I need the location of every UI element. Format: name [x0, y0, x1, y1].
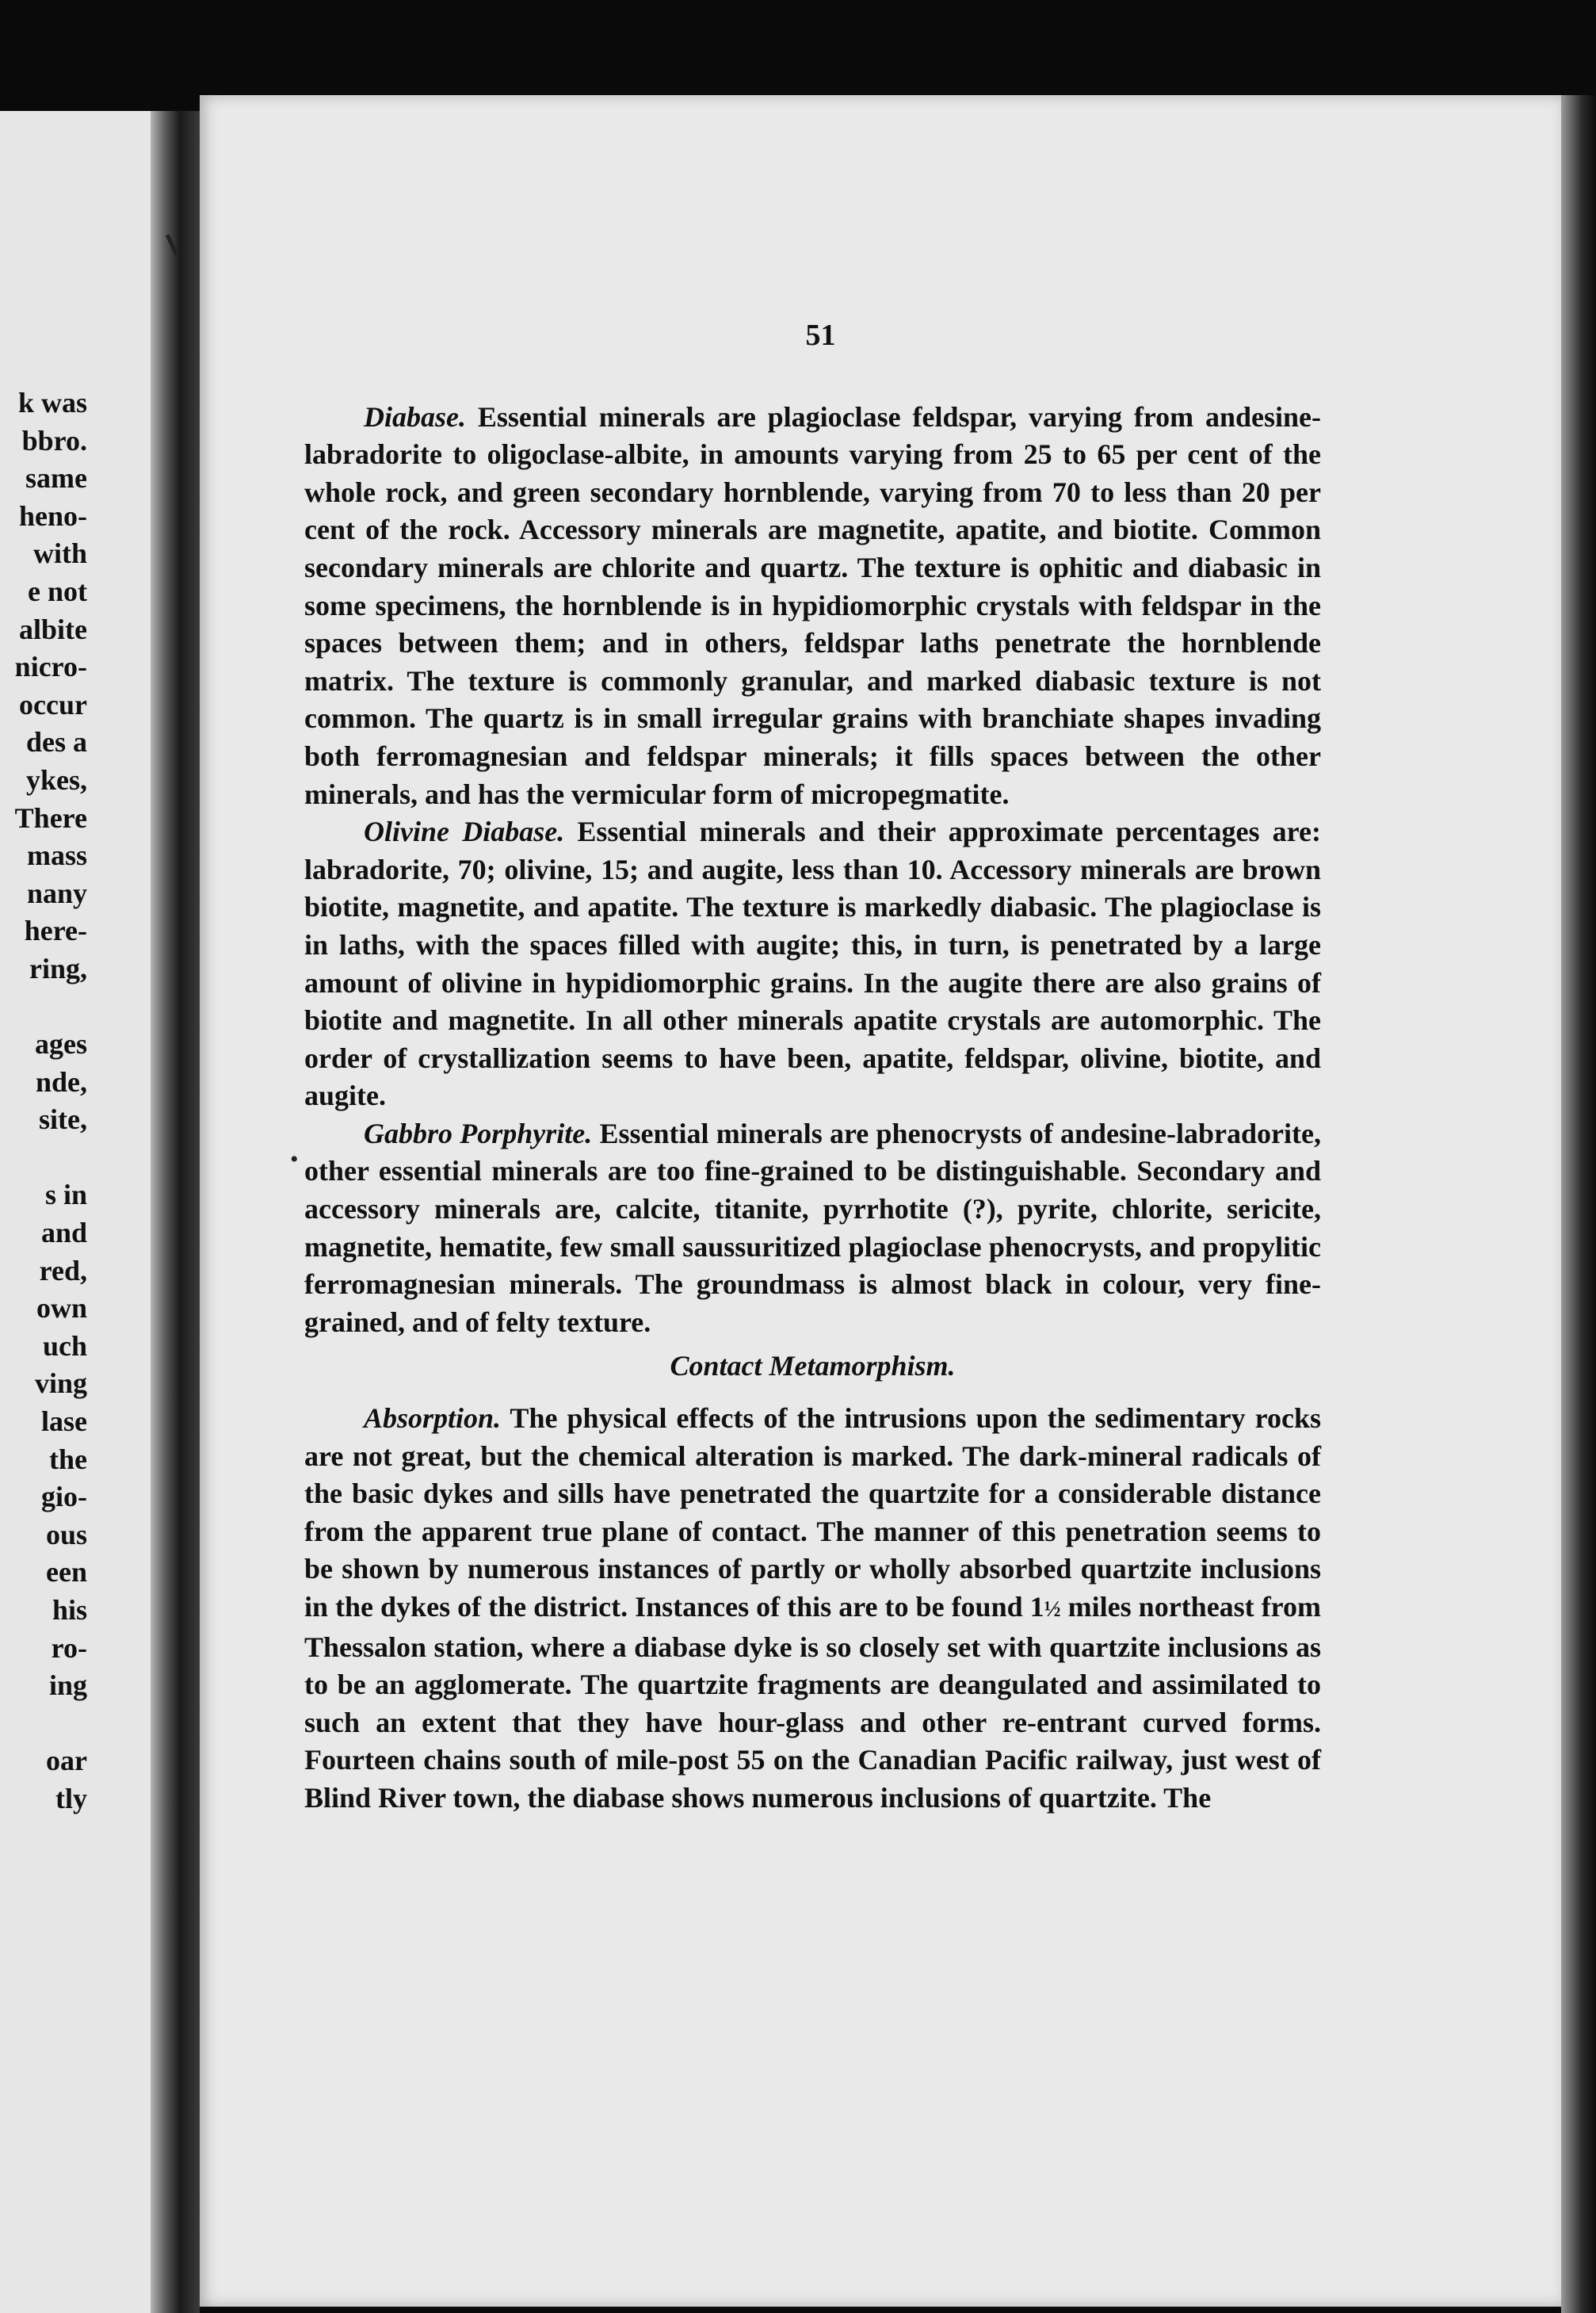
paragraph-gabbro-porphyrite: [304, 1115, 1321, 1342]
facing-page-line: with: [32, 537, 87, 570]
facing-page-line: e not: [28, 575, 87, 607]
facing-page-line: k was: [17, 387, 87, 419]
facing-page-line: and: [40, 1217, 87, 1249]
paragraph-text: The physical effects of the intrusions upon the sedimentary rocks are not great, but the chemical alteration is marked. The dark-mineral radicals of the basic dykes and sills have penetrated the quartzite for a considerable distance from the apparent true plane of contact. The manner of this penetration seems to be shown by numerous instances of partly or wholly absorbed quartzite inclusions in the dykes of the district. Instances of this are to be found 1: [304, 1402, 1321, 1623]
page-number: 51: [805, 319, 836, 352]
facing-page-line: lase: [41, 1405, 87, 1438]
facing-page-line: gio-: [41, 1481, 87, 1513]
facing-page-line: ing: [48, 1669, 87, 1702]
facing-page-line: site,: [39, 1103, 87, 1136]
facing-page-line: uch: [42, 1329, 87, 1362]
facing-page-line: ving: [34, 1367, 87, 1400]
facing-page-line: [0, 988, 87, 1027]
facing-page-line: ykes,: [25, 763, 87, 796]
facing-page-line: same: [25, 462, 87, 495]
facing-page-line: s in: [44, 1179, 87, 1211]
paragraph-absorption: [304, 1400, 1321, 1818]
facing-page-line: heno-: [18, 499, 87, 532]
run-in-heading: Gabbro Porphyrite.: [364, 1117, 593, 1149]
section-heading: Contact Metamorphism.: [670, 1350, 956, 1382]
facing-page-line: ro-: [51, 1631, 87, 1664]
page-edge: [1561, 95, 1596, 2313]
run-in-heading: Absorption.: [364, 1402, 502, 1435]
facing-page-line: his: [52, 1594, 87, 1626]
facing-page-line: the: [49, 1443, 87, 1475]
text-column: [304, 317, 1321, 1818]
facing-page-line: own: [36, 1292, 87, 1325]
facing-page-line: een: [46, 1556, 87, 1589]
facing-page-line: des a: [25, 726, 87, 759]
facing-page-line: bbro.: [21, 424, 87, 457]
facing-page-line: here-: [24, 915, 87, 947]
facing-page-line: mass: [26, 839, 87, 872]
paragraph-text: miles northeast from Thessalon station, where a diabase dyke is so closely set with quartzite inclusions as to be an agglomerate. The quartzite fragments are deangulated and assimilated to such an extent that they have hour-glass and other re-entrant curved forms. Fourteen chains south of mile-post 55 on the Canadian Pacific railway, just west of Blind River town, the diabase shows numerous inclusions of quartzite. The: [304, 1591, 1321, 1814]
facing-page-line: occur: [19, 688, 87, 721]
facing-page-line: nde,: [35, 1065, 87, 1098]
run-in-heading: Olivine Diabase.: [364, 816, 565, 848]
paragraph-diabase: [304, 399, 1321, 814]
facing-page-line: There: [14, 801, 87, 834]
paragraph-text: Essential minerals and their approximate percentages are: labradorite, 70; olivine, 15; and augite, less than 10. Accessory minerals are brown biotite, magnetite, and apatite. The texture is markedly diabasic. The plagioclase is in laths, with the spaces filled with augite; this, in turn, is penetrated by a large amount of olivine in hypidiomorphic grains. In the augite there are also grains of biotite and magnetite. In all other minerals apatite crystals are automorphic. The order of crystallization seems to have been, apatite, feldspar, olivine, biotite, and augite.: [304, 816, 1321, 1112]
facing-page-line: nany: [26, 877, 87, 909]
facing-page-line: ages: [35, 1028, 87, 1061]
paragraph-olivine-diabase: [304, 813, 1321, 1115]
facing-page-line: red,: [39, 1254, 87, 1286]
margin-mark: •: [290, 1146, 299, 1172]
facing-page-text: [0, 384, 87, 1818]
paragraph-text: Essential minerals are phenocrysts of andesine-labradorite, other essential minerals are too fine-grained to be distinguishable. Secondary and accessory minerals are, calcite, titanite, pyrrhotite (?), pyrite, chlorite, sericite, magnetite, hematite, few small saussuritized plagioclase phenocrysts, and propylitic ferromagnesian minerals. The groundmass is almost black in colour, very fine-grained, and of felty texture.: [304, 1117, 1321, 1338]
facing-page-line: albite: [19, 613, 87, 645]
run-in-heading: Diabase.: [364, 400, 466, 433]
facing-page-line: [0, 1705, 87, 1743]
paragraph-text: Essential minerals are plagioclase feldspar, varying from andesine-labradorite to oligoclase-albite, in amounts varying from 25 to 65 per cent of the whole rock, and green secondary hornblende, varying from 70 to less than 20 per cent of the rock. Accessory minerals are magnetite, apatite, and biotite. Common secondary minerals are chlorite and quartz. The texture is ophitic and diabasic in some specimens, the hornblende is in hypidiomorphic crystals with feldspar in the spaces between them; and in others, feldspar laths penetrate the hornblende matrix. The texture is commonly granular, and marked diabasic texture is not common. The quartz is in small irregular grains with branchiate shapes invading both ferromagnesian and feldspar minerals; it fills spaces between the other minerals, and has the vermicular form of micropegmatite.: [304, 400, 1321, 810]
facing-page-line: tly: [55, 1782, 87, 1814]
fraction: ½: [1044, 1597, 1061, 1622]
facing-page-line: oar: [46, 1745, 87, 1777]
facing-page-line: ous: [45, 1518, 87, 1550]
book-gutter: [151, 111, 200, 2313]
facing-page-line: [0, 1139, 87, 1177]
facing-page-line: nicro-: [14, 651, 87, 683]
facing-page-line: ring,: [29, 952, 87, 984]
